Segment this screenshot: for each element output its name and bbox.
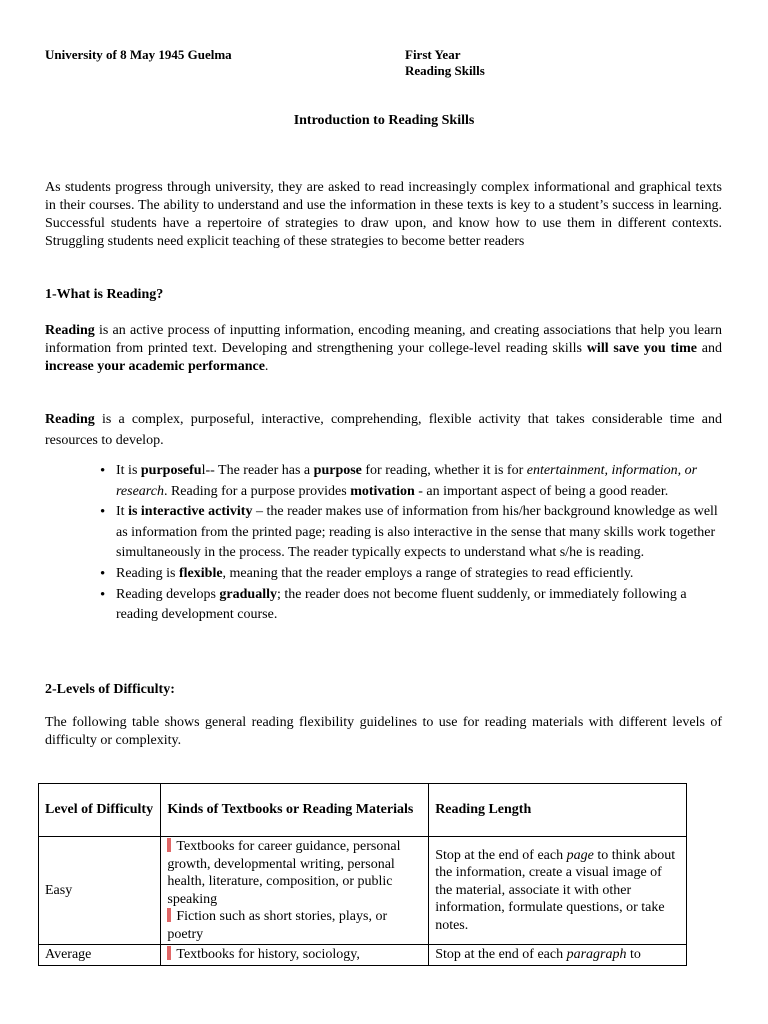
intro-paragraph: As students progress through university, they are asked to read increasingly complex informational and graphical texts in their courses. The ability to understand and use the information in these texts is key to a student’s success in learning. Successful students have a repertoire of strategies to draw upon, and know how to use them in different contexts. Struggling students need explicit teaching of these strategies to become better readers: [45, 180, 722, 249]
header-level: Level of Difficulty: [39, 784, 161, 837]
table-header-row: [39, 784, 687, 837]
header-kinds: Kinds of Textbooks or Reading Materials: [161, 784, 429, 837]
cell-level-easy: Easy: [39, 837, 161, 945]
bullet-marker-icon: [167, 946, 171, 960]
list-item: • It is interactive activity – the reader makes use of information from his/her background knowledge as well as information from the printed page; reading is also interactive in the sense that many skills work together simultaneously in the process. The reader typically expects to understand what s/he is reading.: [98, 502, 722, 564]
table-row: [39, 945, 687, 966]
section1-heading: 1-What is Reading?: [45, 287, 164, 302]
reading-complex-paragraph: Reading is a complex, purposeful, interactive, comprehending, flexible activity that takes considerable time and resources to develop.: [45, 412, 722, 448]
list-item: • Reading is flexible, meaning that the reader employs a range of strategies to read efficiently.: [98, 564, 722, 585]
header-length: Reading Length: [429, 784, 687, 837]
reading-term: Reading: [45, 412, 95, 427]
year-label: First Year: [405, 47, 461, 62]
section2-heading: 2-Levels of Difficulty:: [45, 682, 175, 697]
university-name: University of 8 May 1945 Guelma: [45, 47, 232, 62]
bullet-marker-icon: [167, 838, 171, 852]
section2-intro-paragraph: The following table shows general reading flexibility guidelines to use for reading materials with different levels of difficulty or complexity.: [45, 715, 722, 748]
cell-kinds-easy: Textbooks for career guidance, personal growth, developmental writing, personal health, literature, composition, or public speaking Fiction such as short stories, plays, or poetry: [161, 837, 429, 945]
reading-characteristics-list: [98, 461, 722, 626]
cell-kinds-average: Textbooks for history, sociology,: [161, 945, 429, 966]
cell-level-average: Average: [39, 945, 161, 966]
cell-length-easy: Stop at the end of each page to think about the information, create a visual image of the material, associate it with other information, formulate questions, or take notes.: [429, 837, 687, 945]
bullet-marker-icon: [167, 908, 171, 922]
table-row: [39, 837, 687, 945]
reading-definition-paragraph: Reading is an active process of inputting information, encoding meaning, and creating associations that help you learn information from printed text. Developing and strengthening your college-level reading skills will save you time and increase your academic performance.: [45, 323, 722, 374]
list-item: • It is purposeful-- The reader has a purpose for reading, whether it is for entertainment, information, or research. Reading for a purpose provides motivation - an important aspect of being a good reader.: [98, 461, 722, 502]
difficulty-table: [38, 783, 687, 966]
list-item: • Reading develops gradually; the reader does not become fluent suddenly, or immediately following a reading development course.: [98, 585, 722, 626]
cell-length-average: Stop at the end of each paragraph to: [429, 945, 687, 966]
course-info: [405, 47, 485, 79]
reading-term: Reading: [45, 323, 95, 338]
course-label: Reading Skills: [405, 63, 485, 78]
document-title: Introduction to Reading Skills: [293, 113, 475, 128]
